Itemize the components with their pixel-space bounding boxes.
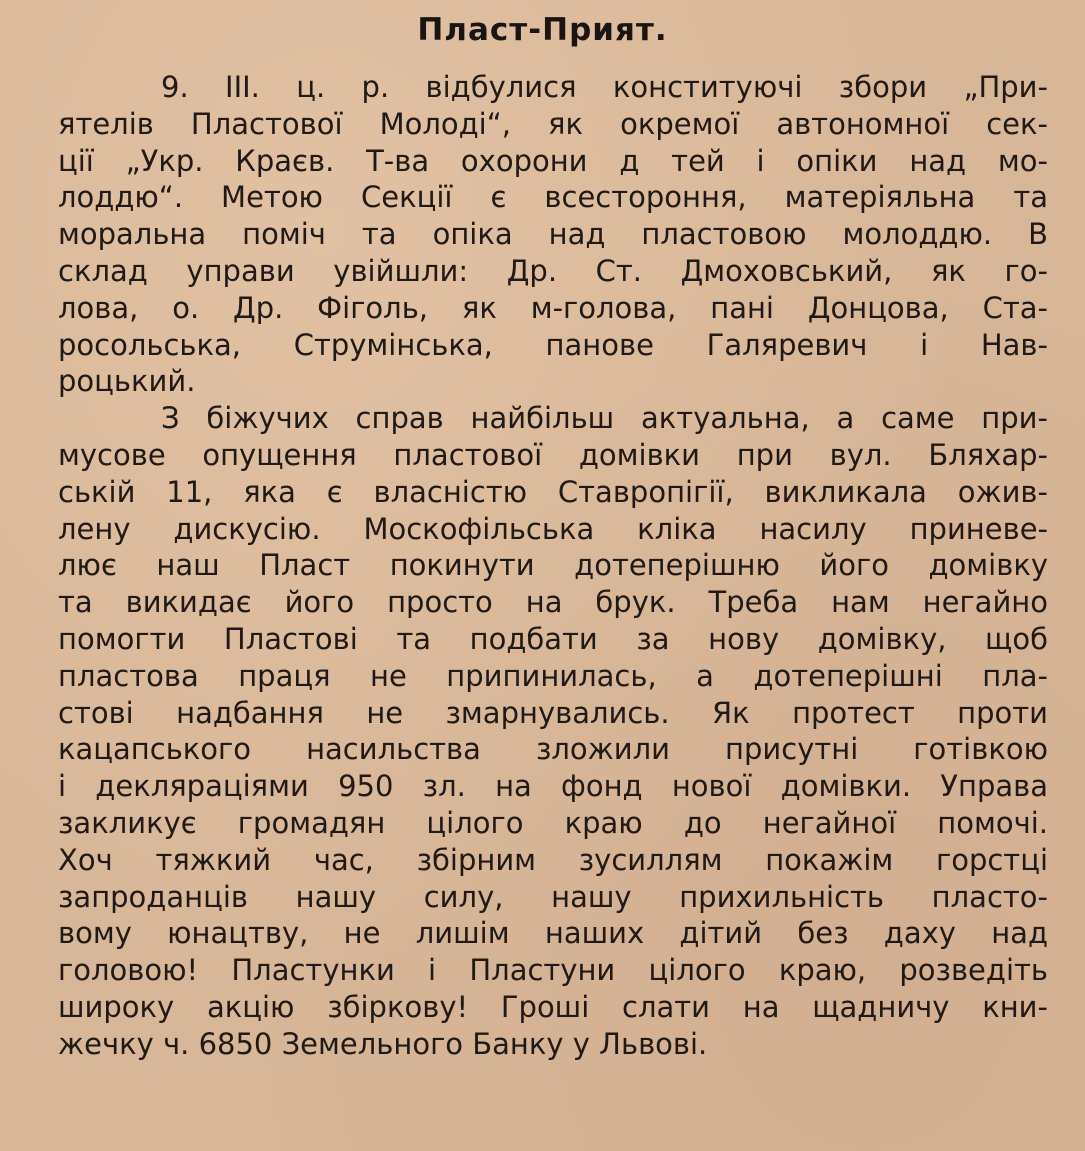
text-line: ській 11, яка є власністю Ставропігії, викликала ожив- — [58, 474, 1048, 509]
text-line: лова, о. Др. Фіголь, як м-голова, пані Донцова, Ста- — [58, 290, 1048, 325]
text-line: вому юнацтву, не лишім наших дітий без даху над — [58, 916, 1048, 951]
text-line: помогти Пластові та подбати за нову домівку, щоб — [58, 621, 1048, 656]
article-body — [58, 69, 1048, 1063]
text-line: кацапського насильства зложили присутні готівкою — [58, 732, 1048, 767]
text-line: і деклярацiями 950 зл. на фонд нової домівки. Управа — [58, 769, 1048, 804]
text-line: роцький. — [58, 364, 196, 399]
text-line: запроданців нашу силу, нашу прихильність пласто- — [58, 879, 1048, 914]
text-line: склад управи увійшли: Др. Ст. Дмоховський, як го- — [58, 253, 1048, 288]
text-line: 9. III. ц. р. відбулися конституючі збори „При- — [161, 70, 1048, 104]
article-title: Пласт-Прият. — [417, 12, 668, 48]
text-line: широку акцію збіркову! Гроші слати на щадничу кни- — [58, 989, 1048, 1024]
text-line: закликує громадян цілого краю до негайної помочі. — [58, 805, 1048, 840]
text-line: та викидає його просто на брук. Треба нам негайно — [58, 585, 1048, 620]
paragraph-1 — [58, 69, 1048, 400]
text-line: пластова праця не припинилась, а дотеперішні пла- — [58, 658, 1048, 693]
text-line: лоддю“. Метою Секції є всестороння, матеріяльна та — [58, 180, 1048, 215]
text-line: Хоч тяжкий час, збірним зусиллям покажім горстці — [58, 842, 1048, 877]
text-line: головою! Пластунки і Пластуни цілого краю, розведіть — [58, 953, 1048, 988]
text-line: З біжучих справ найбільш актуальна, а саме при- — [161, 401, 1048, 436]
text-line: ятелів Пластової Молоді“, як окремої автономної сек- — [58, 106, 1048, 141]
text-line: жечку ч. 6850 Земельного Банку у Львові. — [58, 1026, 708, 1061]
text-line: лену дискусію. Москофільська кліка насилу приневе- — [58, 511, 1048, 546]
text-line: мусове опущення пластової домівки при вул. Бляхар- — [58, 437, 1048, 472]
text-line: лює наш Пласт покинути дотеперішню його домівку — [58, 548, 1048, 583]
text-line: стові надбання не змарнувались. Як протест проти — [58, 695, 1048, 730]
text-line: моральна поміч та опіка над пластовою молоддю. В — [58, 217, 1048, 252]
text-line: росольська, Струмінська, панове Галяревич і Нав- — [58, 327, 1048, 362]
text-line: ції „Укр. Краєв. Т-ва охорони д тей і опіки над мо- — [58, 143, 1048, 178]
paragraph-2 — [58, 400, 1048, 1062]
